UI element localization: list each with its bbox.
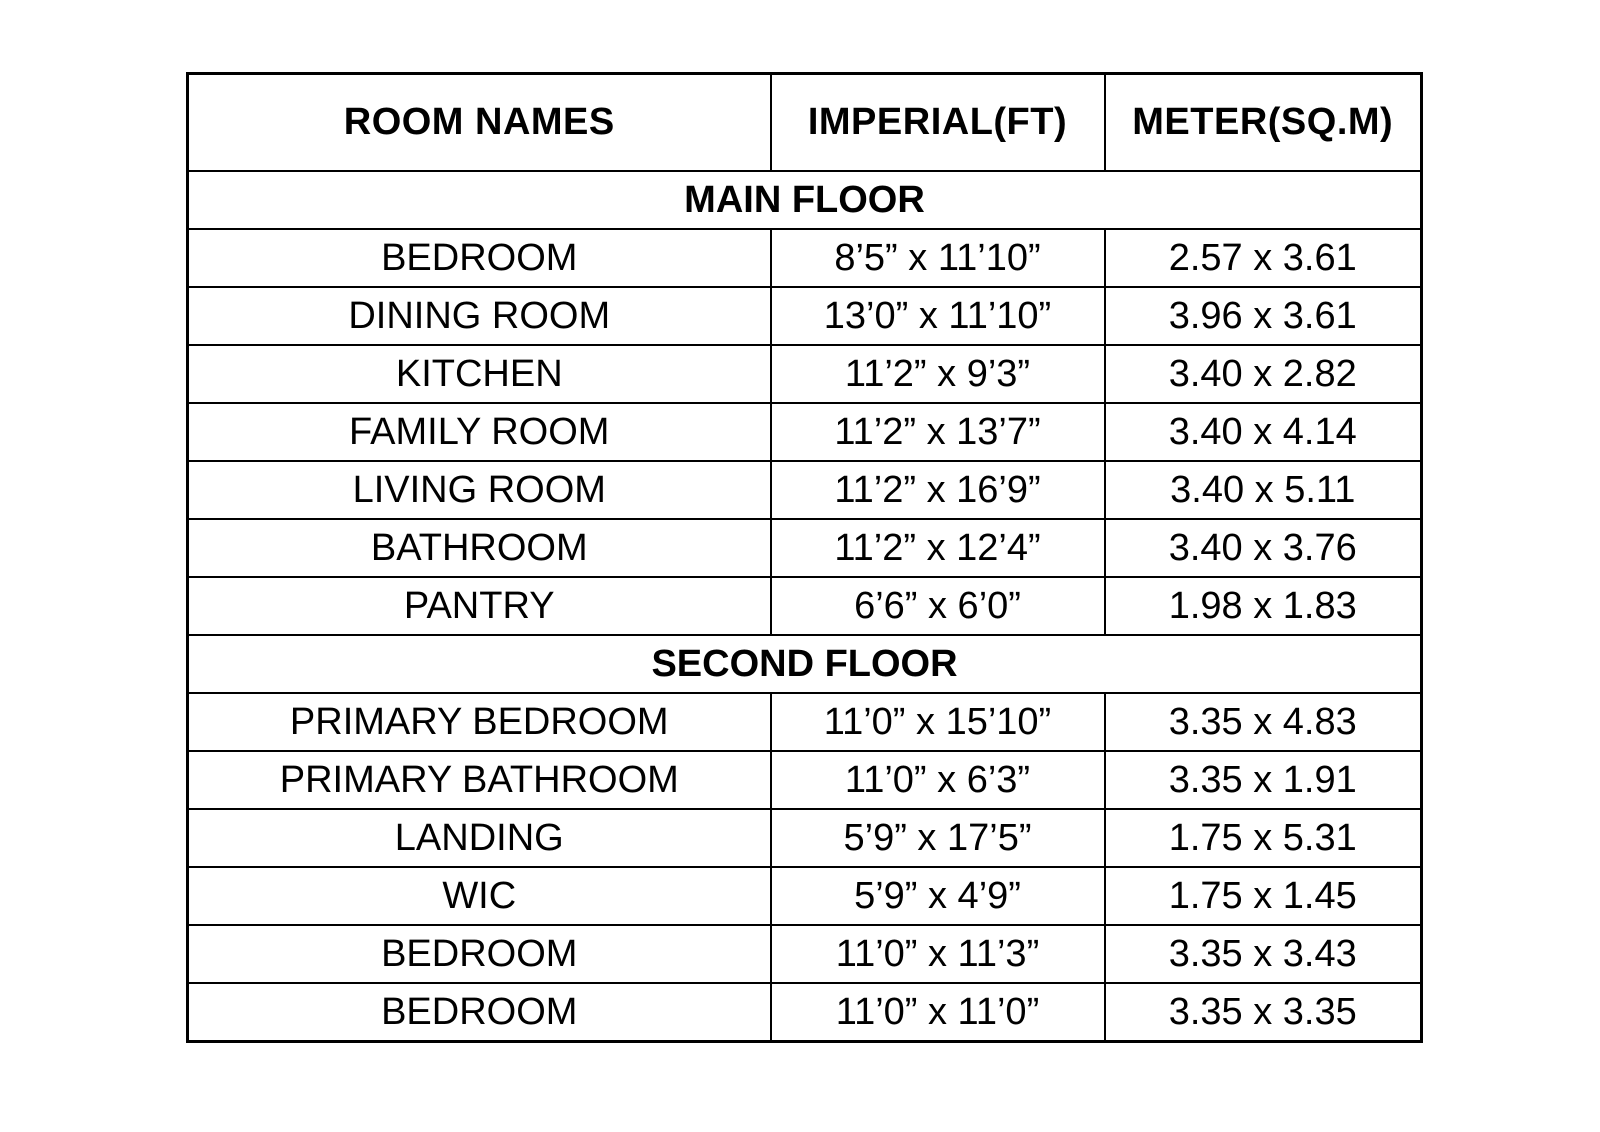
table-header-row xyxy=(188,74,1422,172)
imperial-size-cell: 6’6” x 6’0” xyxy=(771,577,1105,635)
table-row xyxy=(188,229,1422,287)
imperial-size-cell: 11’0” x 11’3” xyxy=(771,925,1105,983)
room-name-cell: BEDROOM xyxy=(188,925,771,983)
table-row xyxy=(188,577,1422,635)
metric-size-cell: 1.75 x 5.31 xyxy=(1105,809,1422,867)
room-name-cell: PRIMARY BEDROOM xyxy=(188,693,771,751)
imperial-size-cell: 5’9” x 17’5” xyxy=(771,809,1105,867)
table-row xyxy=(188,809,1422,867)
room-name-cell: KITCHEN xyxy=(188,345,771,403)
metric-size-cell: 2.57 x 3.61 xyxy=(1105,229,1422,287)
room-name-cell: FAMILY ROOM xyxy=(188,403,771,461)
room-name-cell: PANTRY xyxy=(188,577,771,635)
metric-size-cell: 3.35 x 1.91 xyxy=(1105,751,1422,809)
imperial-size-cell: 11’2” x 16’9” xyxy=(771,461,1105,519)
metric-size-cell: 3.40 x 2.82 xyxy=(1105,345,1422,403)
room-name-cell: BEDROOM xyxy=(188,229,771,287)
table-row xyxy=(188,287,1422,345)
room-name-cell: DINING ROOM xyxy=(188,287,771,345)
imperial-size-cell: 11’0” x 6’3” xyxy=(771,751,1105,809)
section-row xyxy=(188,635,1422,693)
table-row xyxy=(188,867,1422,925)
imperial-size-cell: 5’9” x 4’9” xyxy=(771,867,1105,925)
section-row xyxy=(188,171,1422,229)
table-row xyxy=(188,345,1422,403)
imperial-size-cell: 11’2” x 13’7” xyxy=(771,403,1105,461)
room-name-cell: WIC xyxy=(188,867,771,925)
room-name-cell: BATHROOM xyxy=(188,519,771,577)
metric-size-cell: 3.40 x 3.76 xyxy=(1105,519,1422,577)
table-row xyxy=(188,461,1422,519)
header-meter: METER(SQ.M) xyxy=(1105,74,1422,172)
metric-size-cell: 3.35 x 3.43 xyxy=(1105,925,1422,983)
metric-size-cell: 1.98 x 1.83 xyxy=(1105,577,1422,635)
metric-size-cell: 3.96 x 3.61 xyxy=(1105,287,1422,345)
room-name-cell: LANDING xyxy=(188,809,771,867)
room-name-cell: BEDROOM xyxy=(188,983,771,1042)
imperial-size-cell: 11’2” x 12’4” xyxy=(771,519,1105,577)
header-imperial: IMPERIAL(FT) xyxy=(771,74,1105,172)
table-row xyxy=(188,519,1422,577)
section-title: MAIN FLOOR xyxy=(188,171,1422,229)
table-body xyxy=(188,171,1422,1042)
table-row xyxy=(188,403,1422,461)
table-row xyxy=(188,751,1422,809)
metric-size-cell: 3.35 x 3.35 xyxy=(1105,983,1422,1042)
imperial-size-cell: 11’0” x 11’0” xyxy=(771,983,1105,1042)
imperial-size-cell: 13’0” x 11’10” xyxy=(771,287,1105,345)
room-name-cell: PRIMARY BATHROOM xyxy=(188,751,771,809)
section-title: SECOND FLOOR xyxy=(188,635,1422,693)
imperial-size-cell: 11’0” x 15’10” xyxy=(771,693,1105,751)
metric-size-cell: 3.40 x 4.14 xyxy=(1105,403,1422,461)
imperial-size-cell: 11’2” x 9’3” xyxy=(771,345,1105,403)
metric-size-cell: 3.40 x 5.11 xyxy=(1105,461,1422,519)
room-name-cell: LIVING ROOM xyxy=(188,461,771,519)
table-row xyxy=(188,983,1422,1042)
room-dimensions-table xyxy=(186,72,1423,1043)
imperial-size-cell: 8’5” x 11’10” xyxy=(771,229,1105,287)
metric-size-cell: 1.75 x 1.45 xyxy=(1105,867,1422,925)
metric-size-cell: 3.35 x 4.83 xyxy=(1105,693,1422,751)
header-room-names: ROOM NAMES xyxy=(188,74,771,172)
table-row xyxy=(188,925,1422,983)
table-row xyxy=(188,693,1422,751)
